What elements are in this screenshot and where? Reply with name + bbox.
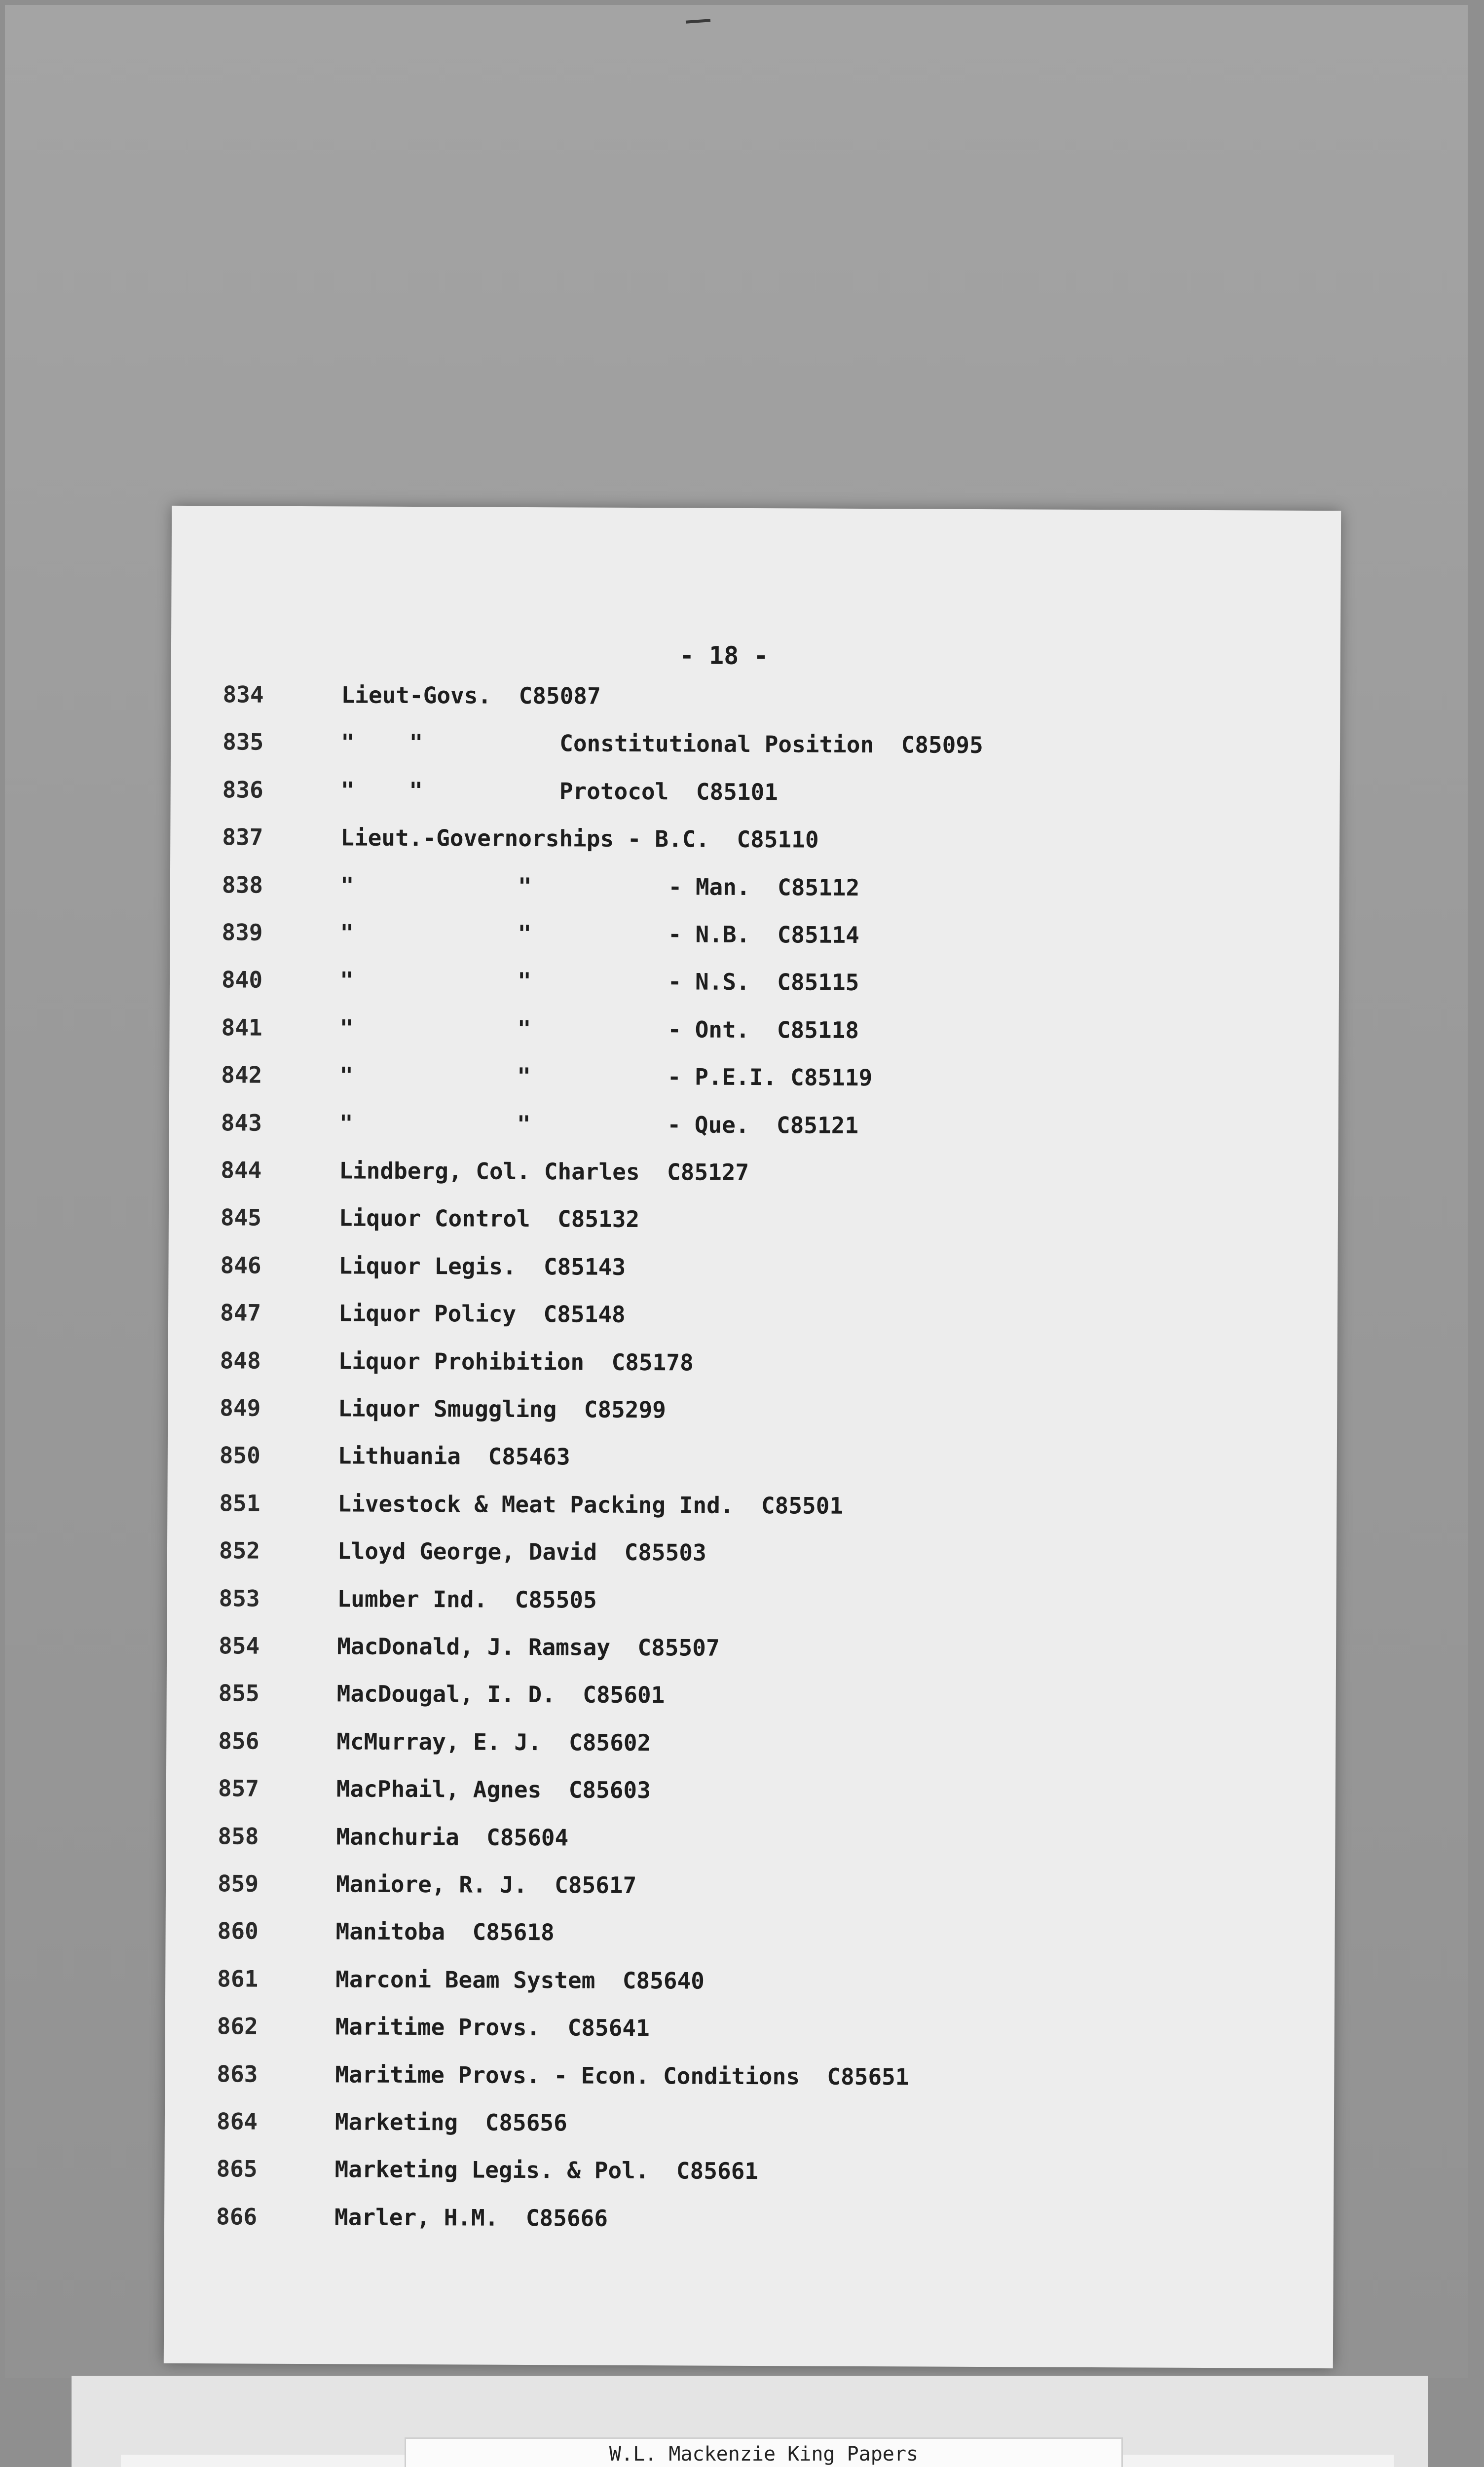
entry-number: 840 — [221, 966, 263, 994]
entry-number: 850 — [219, 1442, 261, 1469]
entry-number: 841 — [221, 1014, 262, 1041]
entry-number: 863 — [217, 2060, 258, 2088]
entry-number: 839 — [222, 919, 263, 946]
entry-number: 856 — [218, 1727, 260, 1755]
entry-number: 837 — [222, 823, 263, 851]
entry-text: Lloyd George, David C85503 — [337, 1537, 706, 1566]
collection-title: W.L. Mackenzie King Papers — [609, 2443, 919, 2466]
entry-number: 862 — [217, 2013, 258, 2040]
entry-number: 860 — [217, 1917, 259, 1945]
entry-text: Lieut-Govs. C85087 — [341, 681, 601, 710]
entry-text: Lieut.-Governorships - B.C. C85110 — [340, 824, 819, 853]
entry-number: 846 — [220, 1252, 261, 1279]
entry-number: 865 — [216, 2155, 258, 2183]
entry-text: Liquor Control C85132 — [338, 1204, 640, 1233]
entry-number: 859 — [217, 1870, 259, 1897]
entry-number: 835 — [223, 728, 264, 756]
entry-text: Marconi Beam System C85640 — [335, 1966, 705, 1994]
entry-text: McMurray, E. J. C85602 — [336, 1728, 651, 1756]
entry-text: Lindberg, Col. Charles C85127 — [339, 1157, 749, 1186]
entry-number: 852 — [219, 1537, 260, 1564]
entry-number: 843 — [221, 1109, 262, 1136]
entry-text: Livestock & Meat Packing Ind. C85501 — [337, 1490, 844, 1519]
entry-text: MacDougal, I. D. C85601 — [336, 1680, 665, 1709]
entry-number: 849 — [220, 1394, 261, 1421]
entry-text: Maniore, R. J. C85617 — [335, 1870, 637, 1899]
entry-number: 857 — [218, 1775, 260, 1802]
entry-text: " " - N.B. C85114 — [340, 919, 859, 948]
entry-number: 854 — [219, 1632, 260, 1659]
entry-text: MacPhail, Agnes C85603 — [336, 1775, 651, 1804]
entry-text: " " Protocol C85101 — [340, 777, 779, 806]
entry-text: Liquor Prohibition C85178 — [338, 1347, 694, 1376]
document-page — [164, 506, 1341, 2368]
entry-number: 855 — [218, 1680, 260, 1707]
collection-label — [405, 2437, 1123, 2467]
entry-number: 842 — [221, 1061, 262, 1088]
entry-number: 836 — [222, 776, 263, 803]
entry-text: " " - N.S. C85115 — [339, 967, 859, 996]
entry-text: " " Constitutional Position C85095 — [341, 729, 983, 759]
entry-number: 851 — [219, 1490, 260, 1517]
entry-number: 866 — [216, 2203, 258, 2230]
entry-text: " " - Ont. C85118 — [339, 1014, 859, 1044]
entry-text: Maritime Provs. - Econ. Conditions C85651 — [335, 2060, 909, 2090]
entry-text: Marler, H.M. C85666 — [334, 2204, 608, 2232]
page-number: - 18 - — [679, 641, 769, 671]
entry-text: Lumber Ind. C85505 — [337, 1585, 597, 1613]
entry-text: Marketing Legis. & Pol. C85661 — [334, 2156, 759, 2185]
entry-text: " " - Man. C85112 — [340, 871, 860, 901]
entry-text: MacDonald, J. Ramsay C85507 — [337, 1633, 720, 1661]
entry-number: 848 — [220, 1346, 261, 1374]
entry-text: Liquor Smuggling C85299 — [338, 1395, 667, 1423]
entry-number: 845 — [220, 1204, 262, 1232]
entry-number: 834 — [223, 681, 264, 708]
entry-number: 853 — [219, 1584, 260, 1612]
entry-text: Liquor Policy C85148 — [338, 1300, 626, 1328]
entry-number: 838 — [222, 871, 263, 898]
entry-text: Liquor Legis. C85143 — [338, 1252, 626, 1280]
entry-number: 864 — [216, 2108, 258, 2135]
entry-number: 861 — [217, 1965, 259, 1992]
entry-text: Marketing C85656 — [334, 2108, 567, 2136]
entry-text: Manitoba C85618 — [335, 1918, 555, 1946]
entry-text: " " - P.E.I. C85119 — [339, 1062, 873, 1091]
entry-number: 858 — [218, 1822, 259, 1850]
entry-number: 847 — [220, 1299, 261, 1326]
entry-text: Maritime Provs. C85641 — [335, 2013, 650, 2042]
entry-text: " " - Que. C85121 — [339, 1109, 859, 1139]
entry-text: Manchuria C85604 — [336, 1823, 569, 1851]
entry-text: Lithuania C85463 — [337, 1442, 570, 1470]
entry-number: 844 — [221, 1157, 262, 1184]
